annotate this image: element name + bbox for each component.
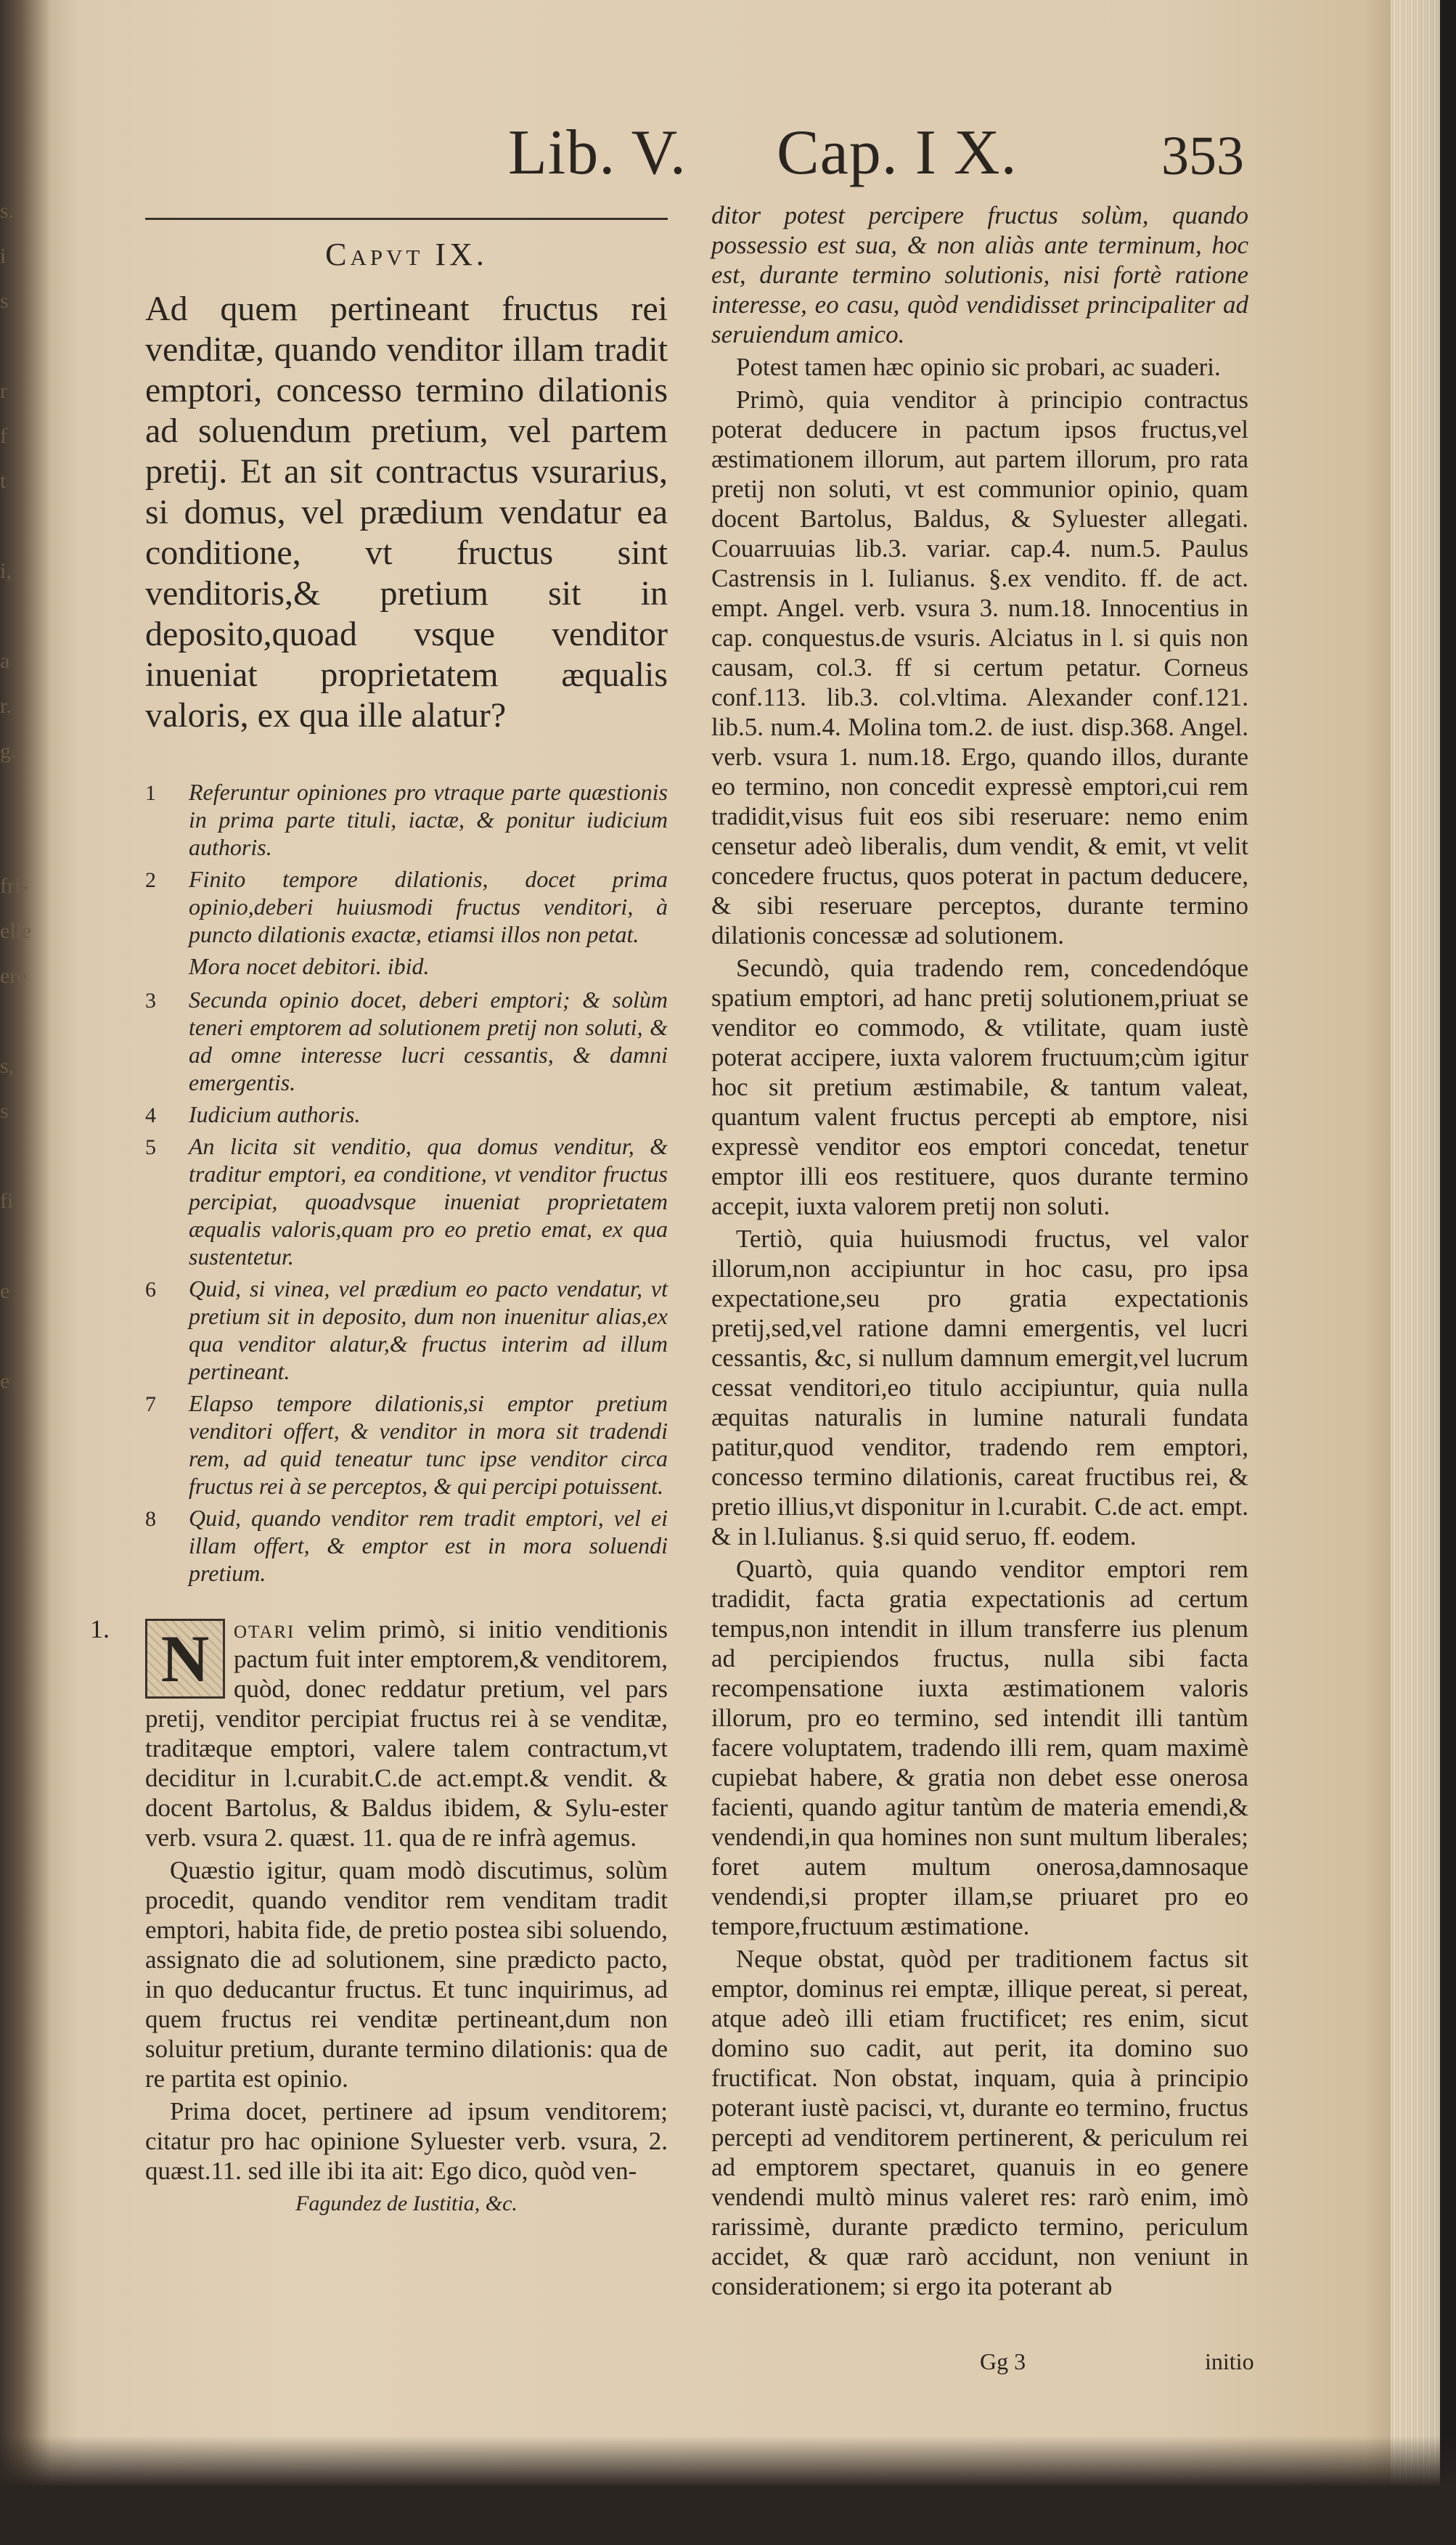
right-column <box>711 200 1248 2304</box>
heading-rule <box>145 218 668 220</box>
summary-item-number: 2 <box>145 868 156 892</box>
left-column <box>90 218 668 2218</box>
bottom-shadow <box>0 2436 1456 2545</box>
summary-item <box>145 865 668 948</box>
signature-mark: Gg 3 <box>980 2348 1026 2374</box>
margin-fragment <box>0 1539 23 1584</box>
margin-fragment: e <box>0 1369 10 1393</box>
summary-item-text: Mora nocet debitori. ibid. <box>189 953 430 979</box>
margin-fragment <box>0 1404 23 1449</box>
summary-item-text: Iudicium authoris. <box>189 1101 361 1127</box>
running-head-book: Lib. V. <box>508 118 687 188</box>
chapter-summary <box>145 778 668 1587</box>
margin-fragment <box>0 1494 23 1539</box>
margin-fragment <box>0 1314 23 1359</box>
right-paragraph-3: Primò, quia venditor à principio contractus poterat deducere in pactum ipsos fructus,vel æstimationem illorum, aut partem illorum, pro rata pretij non soluti, vt est communior opinio, quam docent Bartolus, Baldus, & Syluester allegati. Couarruuias lib.3. variar. cap.4. num.5. Paulus Castrensis in l. Iulianus. §.ex vendito. ff. de act. empt. Angel. verb. vsura 3. num.18. Innocentius in cap. conquestus.de vsuris. Alciatus in l. si quis non causam, col.3. ff si certum petatur. Corneus conf.113. lib.3. col.vltima. Alexander conf.121. lib.5. num.4. Molina tom.2. de iust. disp.368. Angel. verb. vsura 1. num.18. Ergo, quando illos, durante eo termino, non concedit expressè emptori,cui rem tradidit,visus fuit eos sibi reseruare: nemo enim censetur adeò liberalis, dum vendit, & emit, vt velit concedere fructus, quos poterat in pactum deducere, & sibi reseruare perceptos, durante termino dilationis concessæ ad solutionem. <box>711 385 1248 949</box>
margin-fragment: ere <box>0 964 27 988</box>
margin-fragment <box>0 1674 23 1719</box>
margin-fragment: f <box>0 424 7 448</box>
signature-line <box>980 2348 1285 2377</box>
left-paragraph-3: Prima docet, pertinere ad ipsum venditorem; citatur pro hac opinione Syluester verb. vsura, 2. quæst.11. sed ille ibi ita ait: Ego dico, quòd ven- <box>145 2097 668 2185</box>
summary-item-number: 8 <box>145 1507 156 1531</box>
summary-item-number: 4 <box>145 1103 156 1127</box>
right-paragraph-4: Secundò, quia tradendo rem, concedendóque spatium emptori, ad hanc pretij solutionem,priuat se venditor eo commodo, & vtilitate, quam iustè poterat accipere, iuxta valorem fructuum;cùm igitur hoc sit pretium æstimabile, & tantum valeat, quantum valent fructus percepti ab emptore, nisi expressè venditor eos emptori concedat, tenetur emptor illi eos restituere, quos durante termino accepit, iuxta valorem pretij non soluti. <box>711 954 1248 1220</box>
summary-item <box>145 1100 668 1128</box>
margin-fragment <box>0 999 23 1044</box>
margin-fragment <box>0 1584 23 1629</box>
summary-item-number: 7 <box>145 1392 156 1416</box>
catchword: initio <box>1205 2348 1254 2374</box>
summary-item <box>145 986 668 1096</box>
summary-item <box>145 1132 668 1270</box>
chapter-caput: Capvt IX. <box>325 237 488 272</box>
margin-fragment: s <box>0 289 9 313</box>
margin-fragment: a <box>0 649 10 673</box>
summary-item-text: Referuntur opiniones pro vtraque parte quæstionis in prima parte tituli, iactæ, & ponitur iudicium authoris. <box>189 779 668 860</box>
summary-item <box>145 778 668 861</box>
right-paragraph-6: Quartò, quia quando venditor emptori rem tradidit, facta gratia expectationis ad certum tempus,non intendit in illum transferre ius plenum ad percipiendos fructus, nulla sibi facta recompensatione iuxta æstimationem valoris illorum, pro eo termino, sed intendit illi tantùm facere voluptatem, tradendo illi rem, quam maximè cupiebat habere, & gratia non debet esse onerosa facienti, quando agitur tantùm de materia emendi,& vendendi,in qua homines non sunt multum liberales; foret autem multum onerosa,damnosaque vendendi,si propter illam,se priuaret pro eo tempore,fructuum æstimatione. <box>711 1555 1248 1940</box>
summary-item-number: 5 <box>145 1135 156 1159</box>
left-margin-bleed <box>0 189 32 1532</box>
margin-fragment <box>0 1629 23 1674</box>
first-word-rest: otari <box>234 1615 295 1643</box>
running-head <box>508 116 1270 196</box>
margin-fragment: elle <box>0 919 32 943</box>
right-paragraph-7: Neque obstat, quòd per traditionem factus sit emptor, dominus rei emptæ, illique pereat, si pereat, atque adeò illi etiam fructificet; res enim, sicut domino suo cadit, aut perit, ita domino suo fructificat. Non obstat, inquam, quia à principio poterant iustè pacisci, vt, durante eo termino, fructus percepti ad venditorem pertinerent, & periculum rei ad emptorem spectaret, quanuis in eo genere vendendi multò minus valeret res: rarò enim, imò rarissimè, durante prædicto termino, periculum accidet, & quæ rarò accidunt, non veniunt in considerationem; si ergo ita poterant ab <box>711 1945 1248 2300</box>
margin-number: 1. <box>90 1614 110 1643</box>
margin-fragment: fri- <box>0 874 28 898</box>
margin-fragment: r <box>0 379 7 403</box>
margin-fragment: i <box>0 244 7 268</box>
margin-fragment <box>0 1719 23 1764</box>
book-edge-shadow <box>1440 0 1456 2545</box>
margin-fragment <box>0 1224 23 1269</box>
summary-item <box>145 1504 668 1587</box>
right-paragraph-2: Potest tamen hæc opinio sic probari, ac suaderi. <box>736 353 1221 381</box>
left-paragraph-2: Quæstio igitur, quam modò discutimus, solùm procedit, quando venditor rem venditam tradit emptori, habita fide, de pretio postea sibi soluendo, assignato die ad solutionem, sine prædicto pacto, in quo deducantur fructus. Et tunc inquirimus, ad quem fructus rei venditæ pertineant,dum non soluitur pretium, durante termino dilationis: qua de re partita est opinio. <box>145 1856 668 2093</box>
summary-item-text: Quid, si vinea, vel prædium eo pacto vendatur, vt pretium sit in deposito, dum non inuenitur alias,ex qua venditor alatur,& fructus interim ad illum pertineant. <box>189 1275 668 1384</box>
right-paragraph-5: Tertiò, quia huiusmodi fructus, vel valor illorum,non accipiuntur in hoc casu, pro ipsa expectatione,seu pro gratia expectationis pretij,sed,vel ratione damni emergentis, vel lucri cessantis, &c, si nullum damnum emergit,vel lucrum cessat venditori,eo titulo accipiuntur, quia nulla æquitas naturalis in lumine naturali fundata patitur,quod venditor, tradendo rem emptori, concesso termino dilationis, careat fructibus rei, & pretio illius,vt disponitur in l.curabit. C.de act. empt. & in l.Iulianus. §.si quid seruo, ff. eodem. <box>711 1225 1248 1551</box>
margin-fragment <box>0 774 23 819</box>
margin-fragment <box>0 819 23 864</box>
margin-fragment <box>0 1449 23 1494</box>
summary-item-number: 3 <box>145 989 156 1013</box>
margin-fragment: r. <box>0 694 12 718</box>
margin-fragment <box>0 594 23 639</box>
page-number: 353 <box>1161 126 1244 187</box>
summary-item-text: Finito tempore dilationis, docet prima opinio,deberi huiusmodi fructus venditori, à puncto dilationis exactæ, etiamsi illos non petat. <box>189 866 668 947</box>
footer-signature: Fagundez de Iustitia, &c. <box>295 2191 518 2215</box>
margin-fragment: s <box>0 1099 9 1123</box>
margin-fragment: e <box>0 1279 10 1303</box>
summary-item <box>145 952 668 980</box>
left-paragraph-1-text: velim primò, si initio venditionis pactum fuit inter emptorem,& venditorem, quòd, donec reddatur pretium, vel pars pretij, venditor percipiat fructus rei à se venditæ, traditæque emptori, valere talem contractum,vt deciditur in l.curabit.C.de act.empt.& vendit. & docent Bartolus, & Baldus ibidem, & Sylu-ester verb. vsura 2. quæst. 11. qua de re infrà agemus. <box>145 1615 668 1852</box>
right-body <box>711 200 1248 2301</box>
margin-fragment: s. <box>0 199 15 223</box>
summary-item-number: 1 <box>145 781 156 805</box>
summary-item-text: Elapso tempore dilationis,si emptor pretium venditori offert, & venditor in mora sit tradendi rem, ad quid teneatur tunc ipse venditor circa fructus rei à se perceptos, & qui percipi potuissent. <box>189 1390 668 1499</box>
margin-fragment <box>0 504 23 549</box>
margin-fragment: s, <box>0 1054 15 1078</box>
summary-item-number: 6 <box>145 1278 156 1302</box>
margin-fragment <box>0 1134 23 1179</box>
decorated-initial: N <box>145 1619 225 1699</box>
summary-item <box>145 1389 668 1500</box>
left-paragraph-1 <box>145 1614 668 1852</box>
margin-fragment <box>0 324 23 369</box>
margin-fragment: t <box>0 469 7 493</box>
summary-item <box>145 1275 668 1385</box>
summary-item-text: Quid, quando venditor rem tradit emptori, vel ei illam offert, & emptor est in mora soluendi pretium. <box>189 1505 668 1586</box>
margin-fragment: g. <box>0 739 17 763</box>
summary-item-text: An licita sit venditio, qua domus venditur, & traditur emptori, ea conditione, vt venditor fructus percipiat, quoadvsque inueniat proprietatem æqualis valoris,quam pro eo pretio emat, ex qua sustentetur. <box>189 1133 668 1270</box>
margin-fragment: fi <box>0 1189 14 1213</box>
chapter-question: Ad quem pertineant fructus rei venditæ, quando venditor illam tradit emptori, concesso termino dilationis ad soluendum pretium, vel partem pretij. Et an sit contractus vsurarius, si domus, vel prædium vendatur ea conditione, vt fructus sint venditoris,& pretium sit in deposito,quoad vsque venditor inueniat proprietatem æqualis valoris, ex qua ille alatur? <box>145 290 668 735</box>
right-paragraph-1: ditor potest percipere fructus solùm, quando possessio est sua, & non aliàs ante terminum, hoc est, durante termino solutionis, nisi fortè ratione interesse, eo casu, quòd vendidisset principaliter ad seruiendum amico. <box>711 201 1248 348</box>
left-body <box>90 1614 668 2218</box>
running-head-chapter: Cap. I X. <box>777 118 1018 188</box>
summary-item-text: Secunda opinio docet, deberi emptori; & solùm teneri emptorem ad solutionem pretij non soluti, & ad omne interesse lucri cessantis, & damni emergentis. <box>189 986 668 1095</box>
margin-fragment: i, <box>0 559 12 583</box>
